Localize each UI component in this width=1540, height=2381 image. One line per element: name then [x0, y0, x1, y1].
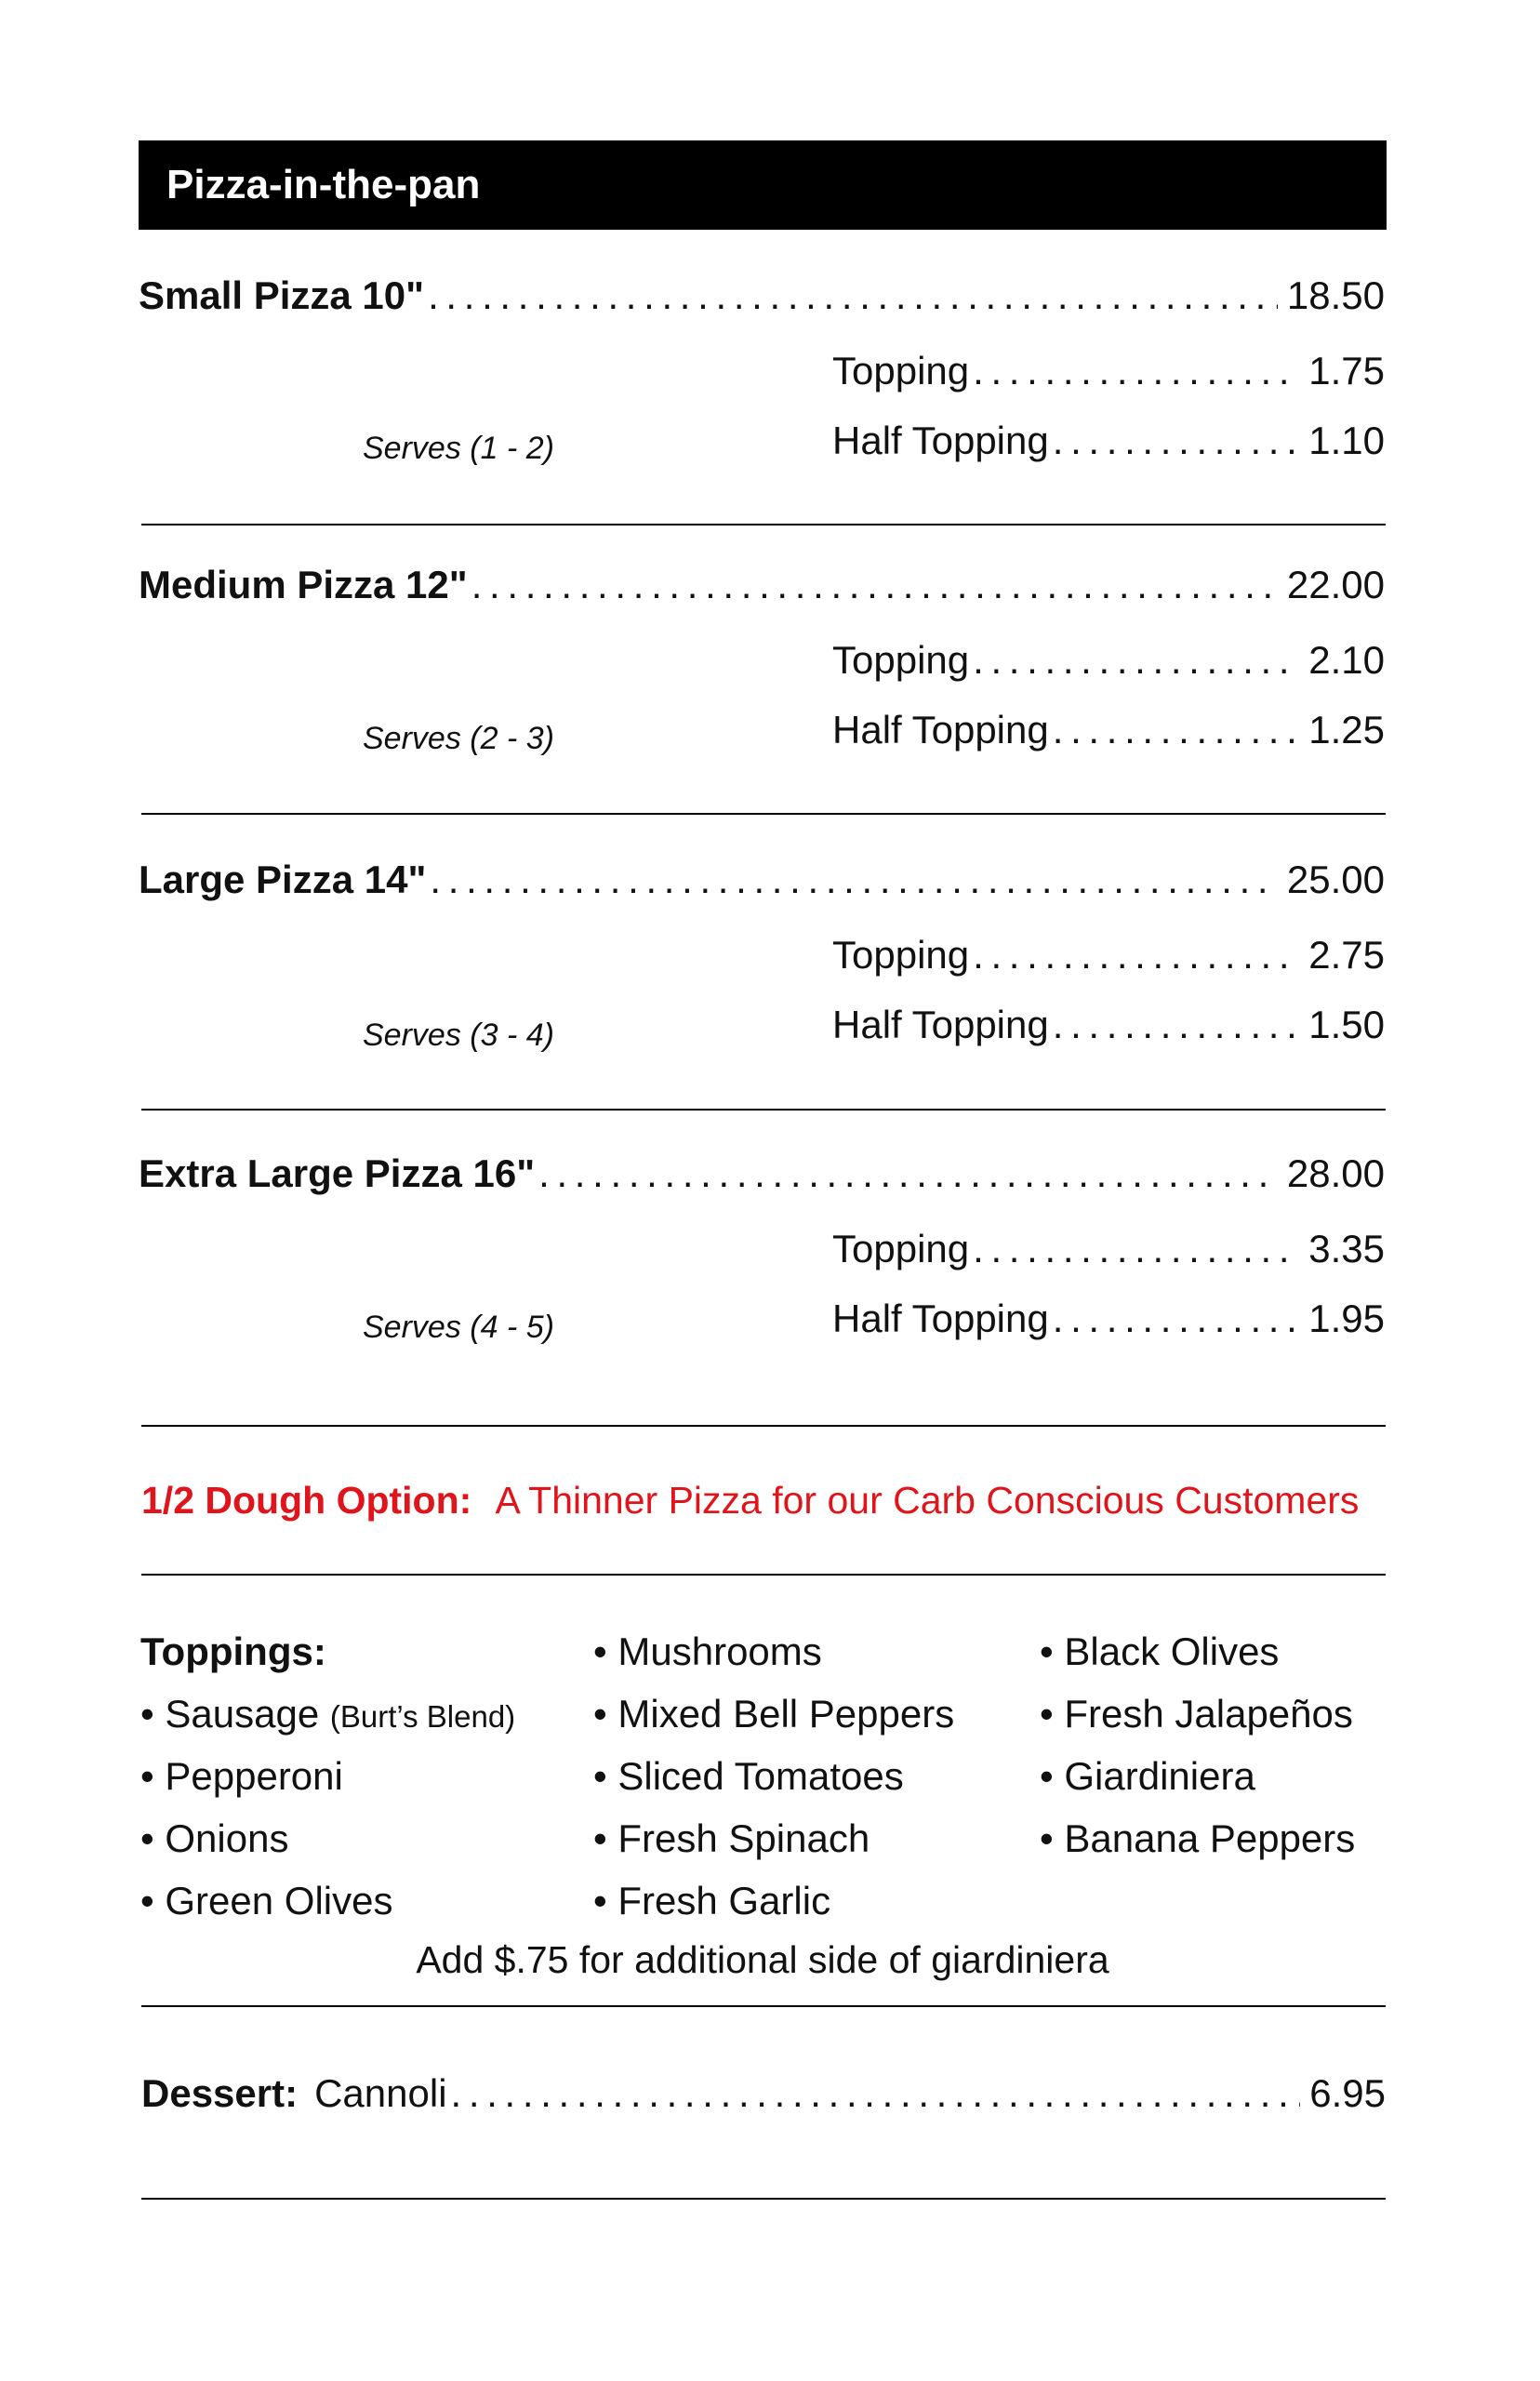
divider: [141, 1574, 1386, 1576]
dessert-item: Cannoli: [314, 2071, 447, 2115]
item-name: Extra Large Pizza 16": [139, 1151, 536, 1195]
topping-price-row: [832, 1227, 1385, 1271]
serves-note: Serves (1 - 2): [363, 431, 554, 466]
dot-leader: [1053, 708, 1300, 752]
item-price: 28.00: [1286, 1151, 1385, 1195]
divider: [141, 1109, 1386, 1111]
half-topping-price: 1.25: [1308, 708, 1385, 752]
menu-item-extra-large: [139, 1151, 1385, 1196]
serves-note: Serves (3 - 4): [363, 1018, 554, 1053]
dot-leader: [538, 1151, 1278, 1196]
topping-price: 1.75: [1308, 349, 1385, 392]
dot-leader: [1053, 1297, 1300, 1341]
menu-item-medium: [139, 563, 1385, 607]
topping-label: Topping: [832, 933, 970, 977]
half-topping-price-row: [832, 1297, 1385, 1341]
topping-label: Topping: [832, 349, 970, 392]
dot-leader: [973, 933, 1299, 978]
dough-option-label: 1/2 Dough Option:: [141, 1479, 472, 1522]
dot-leader: [471, 563, 1278, 607]
sausage-note: (Burt’s Blend): [329, 1699, 516, 1734]
divider: [141, 813, 1386, 815]
topping-item: • Fresh Garlic: [593, 1879, 831, 1922]
menu-item-small: [139, 273, 1385, 318]
dot-leader: [428, 273, 1278, 318]
topping-item: • Mixed Bell Peppers: [593, 1692, 955, 1736]
topping-price-row: [832, 933, 1385, 978]
topping-item: • Green Olives: [140, 1879, 393, 1922]
item-price: 22.00: [1286, 563, 1385, 606]
dessert-row: [141, 2071, 1386, 2116]
topping-item: • Onions: [140, 1816, 289, 1860]
dot-leader: [430, 858, 1278, 902]
divider: [141, 2005, 1386, 2007]
half-topping-label: Half Topping: [832, 419, 1049, 462]
dot-leader: [1053, 1003, 1300, 1047]
half-topping-price-row: [832, 1003, 1385, 1047]
menu-item-large: [139, 858, 1385, 902]
topping-label: Topping: [832, 1227, 970, 1270]
topping-item: • Giardiniera: [1040, 1754, 1255, 1798]
dot-leader: [451, 2071, 1301, 2116]
dot-leader: [973, 638, 1299, 683]
topping-price: 2.75: [1308, 933, 1385, 977]
section-header: [139, 140, 1387, 230]
dot-leader: [1053, 419, 1300, 463]
toppings-column-3: [1040, 1620, 1355, 1869]
half-topping-price-row: [832, 419, 1385, 463]
half-topping-price: 1.95: [1308, 1297, 1385, 1340]
half-topping-price: 1.10: [1308, 419, 1385, 462]
dot-leader: [973, 1227, 1299, 1271]
item-name: Medium Pizza 12": [139, 563, 468, 606]
dot-leader: [973, 349, 1299, 393]
item-name: Small Pizza 10": [139, 273, 425, 317]
giardiniera-note: Add $.75 for additional side of giardiniera: [416, 1938, 1109, 1981]
item-price: 25.00: [1286, 858, 1385, 901]
topping-item: • Fresh Jalapeños: [1040, 1692, 1353, 1736]
topping-item: • Pepperoni: [140, 1754, 343, 1798]
topping-item: • Sliced Tomatoes: [593, 1754, 904, 1798]
topping-item: • Mushrooms: [593, 1629, 822, 1673]
half-topping-label: Half Topping: [832, 1297, 1049, 1340]
topping-price-row: [832, 349, 1385, 393]
dessert-price: 6.95: [1309, 2071, 1386, 2115]
item-price: 18.50: [1286, 273, 1385, 317]
serves-note: Serves (2 - 3): [363, 721, 554, 756]
section-title: Pizza-in-the-pan: [166, 162, 481, 207]
dough-option-text: A Thinner Pizza for our Carb Conscious Customers: [495, 1479, 1360, 1522]
topping-price-row: [832, 638, 1385, 683]
divider: [141, 2198, 1386, 2200]
toppings-column-1: [140, 1620, 515, 1932]
divider: [141, 524, 1386, 525]
toppings-column-2: [593, 1620, 954, 1932]
half-topping-label: Half Topping: [832, 1003, 1049, 1046]
topping-item: • Fresh Spinach: [593, 1816, 870, 1860]
topping-price: 3.35: [1308, 1227, 1385, 1270]
half-topping-price-row: [832, 708, 1385, 752]
dough-option: [141, 1479, 1359, 1523]
dessert-label: Dessert:: [141, 2071, 299, 2115]
topping-item: • Banana Peppers: [1040, 1816, 1356, 1860]
topping-price: 2.10: [1308, 638, 1385, 682]
topping-item: • Sausage (Burt’s Blend): [140, 1692, 516, 1736]
topping-label: Topping: [832, 638, 970, 682]
toppings-heading: Toppings:: [140, 1629, 326, 1673]
serves-note: Serves (4 - 5): [363, 1310, 554, 1345]
half-topping-price: 1.50: [1308, 1003, 1385, 1046]
half-topping-label: Half Topping: [832, 708, 1049, 752]
topping-item: • Black Olives: [1040, 1629, 1280, 1673]
item-name: Large Pizza 14": [139, 858, 427, 901]
divider: [141, 1425, 1386, 1427]
